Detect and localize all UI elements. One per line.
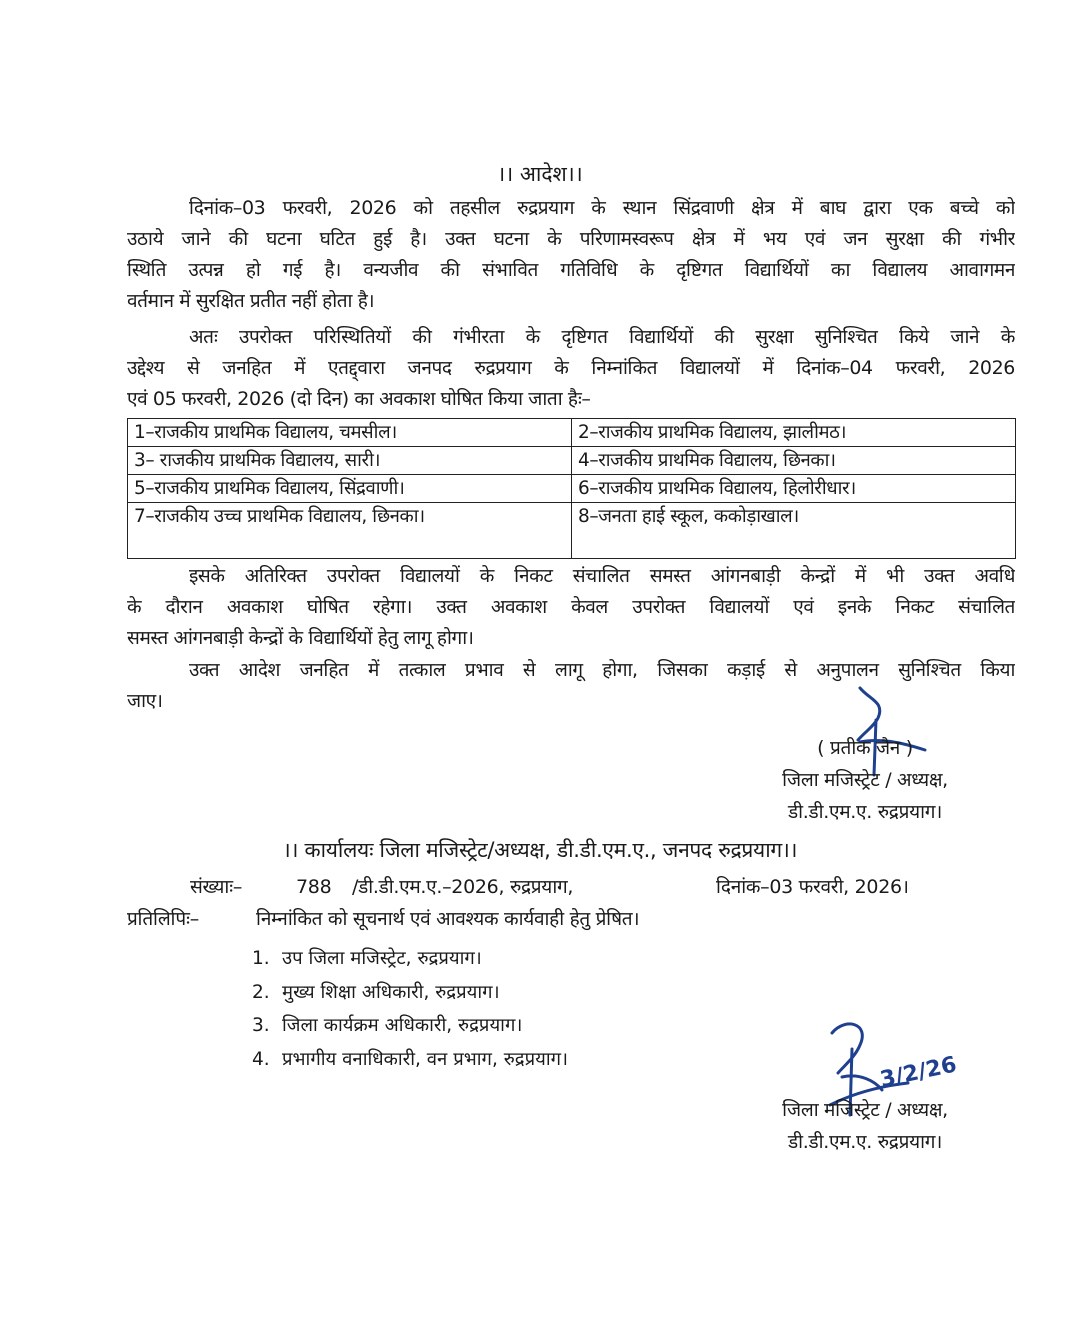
schools-table [127, 418, 1016, 559]
order-paragraph-3 [127, 561, 1015, 654]
text-line: वर्तमान में सुरक्षित प्रतीत नहीं होता है। [127, 290, 375, 312]
table-cell: 1–राजकीय प्राथमिक विद्यालय, चमसील। [128, 419, 572, 447]
signatory-designation: जिला मजिस्ट्रेट / अध्यक्ष, [782, 1099, 948, 1121]
letter-reference: /डी.डी.एम.ए.–2026, रुद्रप्रयाग, [352, 876, 574, 898]
table-row [128, 475, 1016, 503]
text-line: दिनांक–03 फरवरी, 2026 को तहसील रुद्रप्रयाग के स्थान सिंद्रवाणी क्षेत्र में बाघ द्वारा एक बच्चे को [189, 197, 1015, 219]
item-number: 4. [252, 1048, 270, 1070]
table-cell: 8–जनता हाई स्कूल, ककोड़ाखाल। [572, 503, 1016, 559]
list-item [252, 1043, 568, 1077]
table-row [128, 419, 1016, 447]
signatory-office: डी.डी.एम.ए. रुद्रप्रयाग। [787, 801, 943, 823]
endorsement-heading: ।। कार्यालयः जिला मजिस्ट्रेट/अध्यक्ष, डी.डी.एम.ए., जनपद रुद्रप्रयाग।। [282, 838, 798, 862]
item-text: प्रभागीय वनाधिकारी, वन प्रभाग, रुद्रप्रयाग। [282, 1048, 569, 1070]
table-cell: 2–राजकीय प्राथमिक विद्यालय, झालीमठ। [572, 419, 1016, 447]
handwritten-date: 3/2/26 [878, 1052, 959, 1093]
text-line: उठाये जाने की घटना घटित हुई है। उक्त घटना के परिणामस्वरूप क्षेत्र में भय एवं जन सुरक्षा की गंभीर [127, 228, 1015, 250]
table-row [128, 503, 1016, 559]
table-cell: 4–राजकीय प्राथमिक विद्यालय, छिनका। [572, 447, 1016, 475]
item-text: जिला कार्यक्रम अधिकारी, रुद्रप्रयाग। [282, 1015, 523, 1036]
signature-mark [830, 680, 940, 780]
list-item [252, 976, 568, 1010]
item-text: मुख्य शिक्षा अधिकारी, रुद्रप्रयाग। [282, 981, 500, 1003]
number-label: संख्याः– [190, 876, 243, 898]
recipient-list [252, 942, 568, 1076]
list-item [252, 942, 568, 976]
item-text: उप जिला मजिस्ट्रेट, रुद्रप्रयाग। [282, 948, 482, 969]
copy-label: प्रतिलिपिः– [127, 908, 199, 930]
list-item [252, 1009, 568, 1043]
copy-intro: निम्नांकित को सूचनार्थ एवं आवश्यक कार्यवाही हेतु प्रेषित। [256, 908, 640, 930]
text-line: समस्त आंगनबाड़ी केन्द्रों के विद्यार्थियों हेतु लागू होगा। [127, 627, 474, 649]
table-cell: 5–राजकीय प्राथमिक विद्यालय, सिंद्रवाणी। [128, 475, 572, 503]
item-number: 3. [252, 1015, 270, 1036]
letter-number: 788 [296, 876, 332, 898]
table-cell: 6–राजकीय प्राथमिक विद्यालय, हिलोरीधार। [572, 475, 1016, 503]
table-row [128, 447, 1016, 475]
text-line: जाए। [127, 690, 163, 712]
order-paragraph-2 [127, 322, 1015, 415]
text-line: के दौरान अवकाश घोषित रहेगा। उक्त अवकाश केवल उपरोक्त विद्यालयों एवं इनके निकट संचालित [127, 596, 1015, 618]
signatory-name: ( प्रतीक जैन ) [817, 737, 913, 759]
table-cell: 3– राजकीय प्राथमिक विद्यालय, सारी। [128, 447, 572, 475]
order-paragraph-1 [127, 193, 1015, 317]
signatory-office: डी.डी.एम.ए. रुद्रप्रयाग। [787, 1131, 943, 1153]
text-line: उद्देश्य से जनहित में एतद्द्वारा जनपद रुद्रप्रयाग के निम्नांकित विद्यालयों में दिनांक–04 फरवरी, 2026 [127, 357, 1015, 379]
text-line: उक्त आदेश जनहित में तत्काल प्रभाव से लागू होगा, जिसका कड़ाई से अनुपालन सुनिश्चित किया [189, 659, 1015, 681]
text-line: अतः उपरोक्त परिस्थितियों की गंभीरता के दृष्टिगत विद्यार्थियों की सुरक्षा सुनिश्चित किये जाने के [189, 326, 1015, 348]
table-cell: 7–राजकीय उच्च प्राथमिक विद्यालय, छिनका। [128, 503, 572, 559]
letter-date: दिनांक–03 फरवरी, 2026। [716, 876, 909, 898]
item-number: 2. [252, 981, 270, 1003]
text-line: एवं 05 फरवरी, 2026 (दो दिन) का अवकाश घोषित किया जाता हैः– [127, 388, 591, 410]
text-line: इसके अतिरिक्त उपरोक्त विद्यालयों के निकट संचालित समस्त आंगनबाड़ी केन्द्रों में भी उक्त अवधि [189, 565, 1015, 587]
text-line: स्थिति उत्पन्न हो गई है। वन्यजीव की संभावित गतिविधि के दृष्टिगत विद्यार्थियों का विद्यालय आवागमन [127, 259, 1015, 281]
signatory-designation: जिला मजिस्ट्रेट / अध्यक्ष, [782, 769, 948, 791]
item-number: 1. [252, 948, 270, 969]
order-heading: ।। आदेश।। [497, 162, 583, 186]
